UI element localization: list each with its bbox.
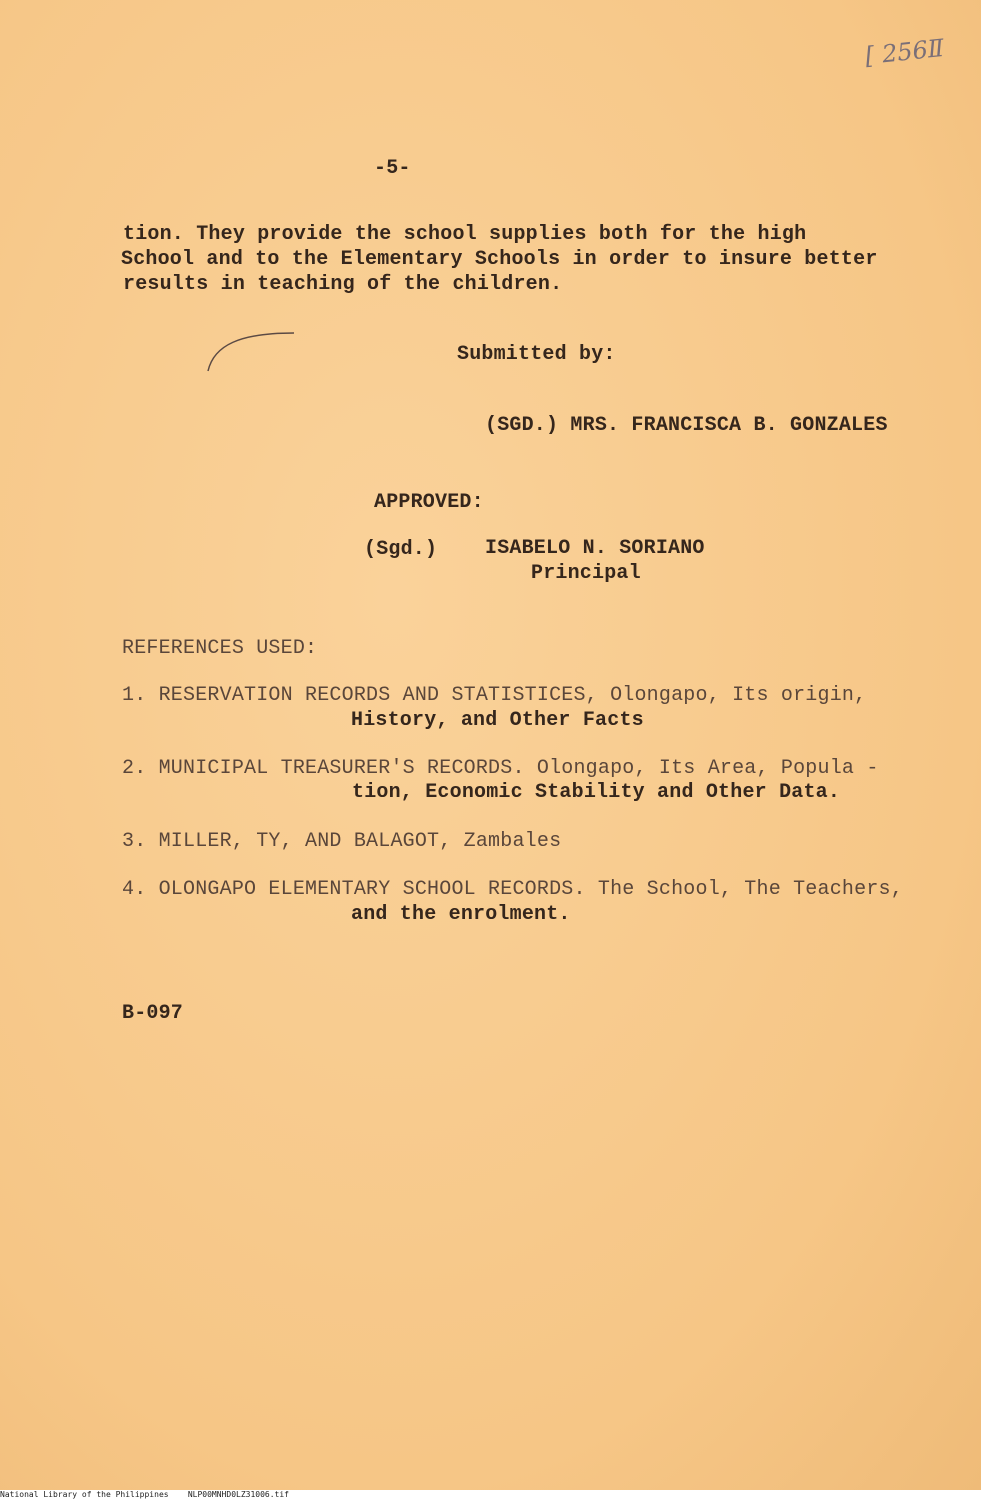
references-heading: REFERENCES USED: bbox=[122, 637, 318, 660]
reference-1-line-2: History, and Other Facts bbox=[351, 709, 644, 732]
submitted-by-label: Submitted by: bbox=[457, 343, 616, 366]
approver-title: Principal bbox=[531, 562, 641, 585]
reference-1-line-1: 1. RESERVATION RECORDS AND STATISTICES, Olongapo, Its origin, bbox=[122, 684, 867, 707]
footer-filename: NLP00MNHD0LZ31006.tif bbox=[187, 1490, 289, 1499]
paragraph-line-1: tion. They provide the school supplies both for the high bbox=[123, 223, 807, 246]
reference-2-line-1: 2. MUNICIPAL TREASURER'S RECORDS. Olongapo, Its Area, Popula - bbox=[122, 757, 879, 780]
footer-library: National Library of the Philippines bbox=[0, 1490, 169, 1499]
reference-4-line-1: 4. OLONGAPO ELEMENTARY SCHOOL RECORDS. The School, The Teachers, bbox=[122, 878, 903, 901]
approved-label: APPROVED: bbox=[374, 491, 484, 514]
document-code: B-097 bbox=[122, 1002, 184, 1025]
approver-sgd: (Sgd.) bbox=[364, 538, 438, 561]
reference-2-line-2: tion, Economic Stability and Other Data. bbox=[352, 781, 841, 804]
paragraph-line-2: School and to the Elementary Schools in order to insure better bbox=[121, 248, 878, 271]
submitter-signature: (SGD.) MRS. FRANCISCA B. GONZALES bbox=[485, 414, 888, 437]
archive-footer bbox=[0, 1490, 981, 1500]
reference-3-line-1: 3. MILLER, TY, AND BALAGOT, Zambales bbox=[122, 830, 562, 853]
paragraph-line-3: results in teaching of the children. bbox=[123, 273, 563, 296]
reference-4-line-2: and the enrolment. bbox=[351, 903, 571, 926]
handwritten-page-note: [ 256Ⅱ bbox=[863, 33, 946, 71]
pen-stroke-mark bbox=[200, 325, 300, 375]
approver-name: ISABELO N. SORIANO bbox=[485, 537, 705, 560]
page-number: -5- bbox=[374, 157, 411, 180]
